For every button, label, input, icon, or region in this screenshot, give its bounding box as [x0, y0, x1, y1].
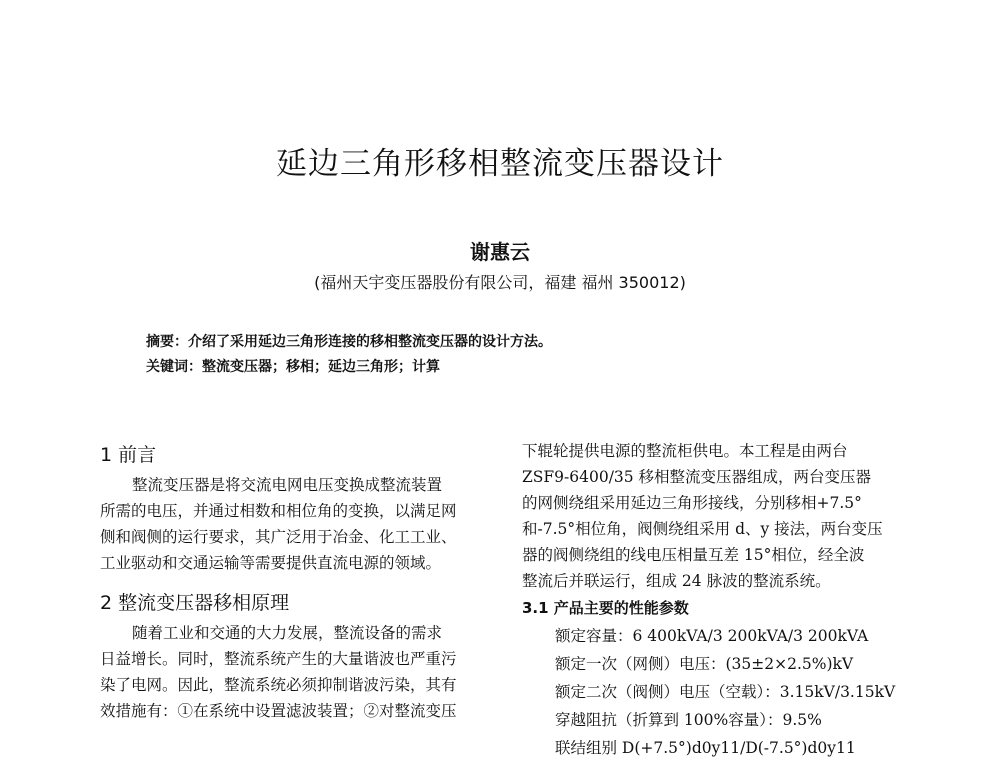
abstract-line — [146, 330, 552, 355]
paragraph-line: 和-7.5°相位角，阀侧绕组采用 d、y 接法，两台变压 — [522, 520, 883, 538]
keywords-text: 整流变压器；移相；延边三角形；计算 — [202, 359, 440, 375]
subsection-3-1-heading: 3.1 产品主要的性能参数 — [522, 599, 689, 617]
parameter-item: 穿越阻抗（折算到 100%容量）：9.5% — [555, 711, 822, 729]
author-affiliation: (福州天宇变压器股份有限公司，福建 福州 350012) — [314, 273, 686, 292]
paragraph-line: 效措施有：①在系统中设置滤波装置；②对整流变压 — [100, 702, 457, 720]
paragraph-line: 下辊轮提供电源的整流柜供电。本工程是由两台 — [522, 442, 848, 460]
abstract-label: 摘要： — [146, 334, 188, 350]
keywords-label: 关键词： — [146, 359, 202, 375]
parameter-item: 额定二次（阀侧）电压（空载）：3.15kV/3.15kV — [555, 683, 896, 701]
paper-title: 延边三角形移相整流变压器设计 — [276, 146, 724, 182]
section-1-paragraph — [100, 472, 500, 576]
keywords-line — [146, 355, 552, 380]
left-column — [100, 438, 500, 724]
paragraph-line: 的网侧绕组采用延边三角形接线，分别移相+7.5° — [522, 494, 862, 512]
parameter-item: 额定容量：6 400kVA/3 200kVA/3 200kVA — [555, 627, 869, 645]
abstract-text: 介绍了采用延边三角形连接的移相整流变压器的设计方法。 — [188, 334, 552, 350]
paragraph-line: 工业驱动和交通运输等需要提供直流电源的领域。 — [100, 554, 442, 572]
project-paragraph — [522, 438, 922, 594]
parameter-item: 额定一次（网侧）电压：(35±2×2.5%)kV — [555, 655, 854, 673]
paragraph-line: 器的阀侧绕组的线电压相量互差 15°相位，经全波 — [522, 546, 865, 564]
right-column — [522, 438, 922, 762]
parameter-item: 联结组别 D(+7.5°)d0y11/D(-7.5°)d0y11 — [555, 739, 856, 757]
parameter-list — [522, 622, 922, 762]
abstract-block — [146, 330, 552, 380]
section-1-heading: 1 前言 — [100, 444, 157, 466]
paragraph-line: 染了电网。因此，整流系统必须抑制谐波污染，其有 — [100, 676, 457, 694]
section-2-heading: 2 整流变压器移相原理 — [100, 592, 290, 614]
section-2-paragraph — [100, 620, 500, 724]
paragraph-line: 整流变压器是将交流电网电压变换成整流装置 — [132, 476, 443, 494]
paragraph-line: 整流后并联运行，组成 24 脉波的整流系统。 — [522, 572, 831, 590]
paragraph-line: 侧和阀侧的运行要求，其广泛用于冶金、化工工业、 — [100, 528, 457, 546]
paragraph-line: 随着工业和交通的大力发展，整流设备的需求 — [132, 624, 443, 642]
paragraph-line: 日益增长。同时，整流系统产生的大量谐波也严重污 — [100, 650, 457, 668]
paragraph-line: ZSF9-6400/35 移相整流变压器组成，两台变压器 — [522, 468, 872, 486]
author-name: 谢惠云 — [470, 240, 530, 264]
paragraph-line: 所需的电压，并通过相数和相位角的变换，以满足网 — [100, 502, 457, 520]
